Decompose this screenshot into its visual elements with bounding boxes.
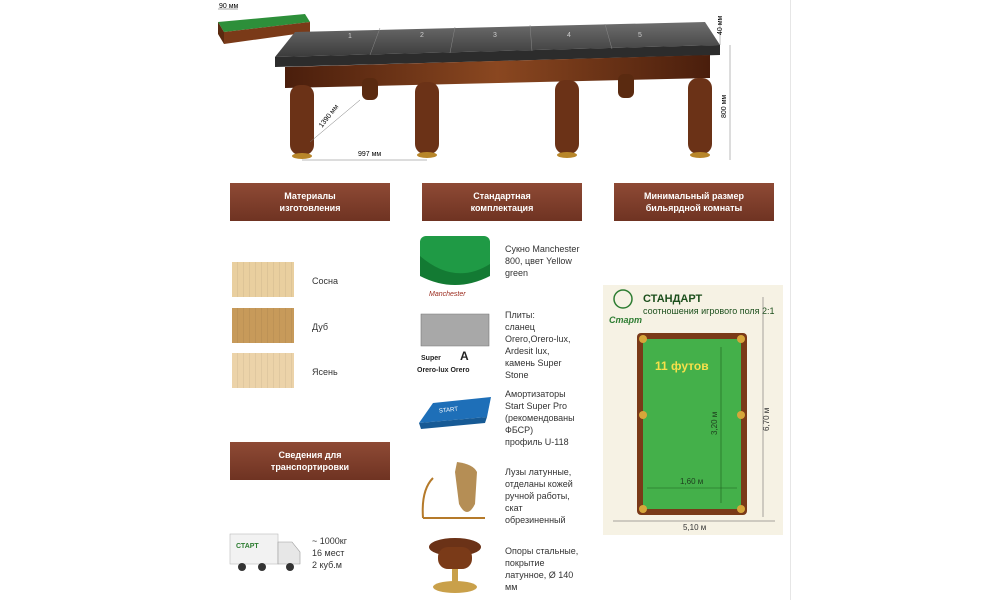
wood-label-pine: Сосна (312, 276, 338, 286)
svg-text:START: START (438, 406, 459, 415)
svg-text:1,60 м: 1,60 м (680, 477, 704, 486)
table-illustration (210, 0, 755, 170)
transport-header: Сведения для транспортировки (230, 442, 390, 480)
wood-swatch-ash (232, 353, 294, 388)
svg-text:90 мм: 90 мм (219, 3, 239, 10)
svg-text:2: 2 (420, 32, 424, 39)
svg-text:СТАНДАРТ: СТАНДАРТ (643, 293, 703, 305)
brand-logo (609, 290, 642, 325)
svg-text:1390 мм: 1390 мм (318, 103, 341, 130)
svg-text:СТАРТ: СТАРТ (236, 543, 259, 550)
slate-icon (415, 310, 495, 375)
svg-text:40 мм: 40 мм (717, 15, 724, 35)
room-diagram (603, 285, 783, 535)
svg-text:1: 1 (348, 33, 352, 40)
svg-text:997 мм: 997 мм (358, 151, 382, 158)
room-header: Минимальный размер бильярдной комнаты (614, 183, 774, 221)
svg-text:соотношения игрового поля 2:1: соотношения игрового поля 2:1 (643, 306, 775, 316)
svg-text:5,10 м: 5,10 м (683, 523, 707, 532)
wood-label-ash: Ясень (312, 367, 338, 377)
divider (790, 0, 791, 600)
cushion-text: Амортизаторы Start Super Pro (рекомендованы ФБСР) профиль U-118 (505, 389, 575, 447)
svg-text:Super: Super (421, 355, 441, 362)
transport-text: ~ 1000кг 16 мест 2 куб.м (312, 536, 347, 570)
cloth-text: Сукно Manchester 800, цвет Yellow green (505, 244, 580, 278)
wood-swatch-oak (232, 308, 294, 343)
truck-icon (228, 530, 304, 575)
equipment-header: Стандартная комплектация (422, 183, 582, 221)
wood-swatch-pine (232, 262, 294, 297)
cloth-icon (415, 234, 495, 299)
svg-text:3: 3 (493, 32, 497, 39)
slate-text: Плиты: сланец Orero,Orero-lux, Ardesit lux, камень Super Stone (505, 310, 571, 380)
svg-text:4: 4 (567, 32, 571, 39)
svg-text:A: A (460, 349, 469, 363)
svg-text:800 мм: 800 мм (721, 94, 728, 118)
svg-text:Старт: Старт (609, 315, 643, 325)
svg-text:3,20 м: 3,20 м (710, 411, 719, 435)
svg-text:Manchester: Manchester (429, 291, 466, 298)
pocket-icon (415, 460, 495, 525)
foot-icon (420, 535, 490, 597)
materials-header: Материалы изготовления (230, 183, 390, 221)
svg-text:Orero-lux Orero: Orero-lux Orero (417, 367, 470, 374)
svg-text:11 футов: 11 футов (655, 359, 709, 373)
pocket-text: Лузы латунные, отделаны кожей ручной работы, скат обрезиненный (505, 467, 573, 525)
svg-text:5: 5 (638, 32, 642, 39)
svg-text:6,70 м: 6,70 м (762, 407, 771, 431)
wood-label-oak: Дуб (312, 322, 329, 332)
foot-text: Опоры стальные, покрытие латунное, Ø 140 мм (505, 546, 579, 592)
cushion-icon (415, 393, 495, 433)
